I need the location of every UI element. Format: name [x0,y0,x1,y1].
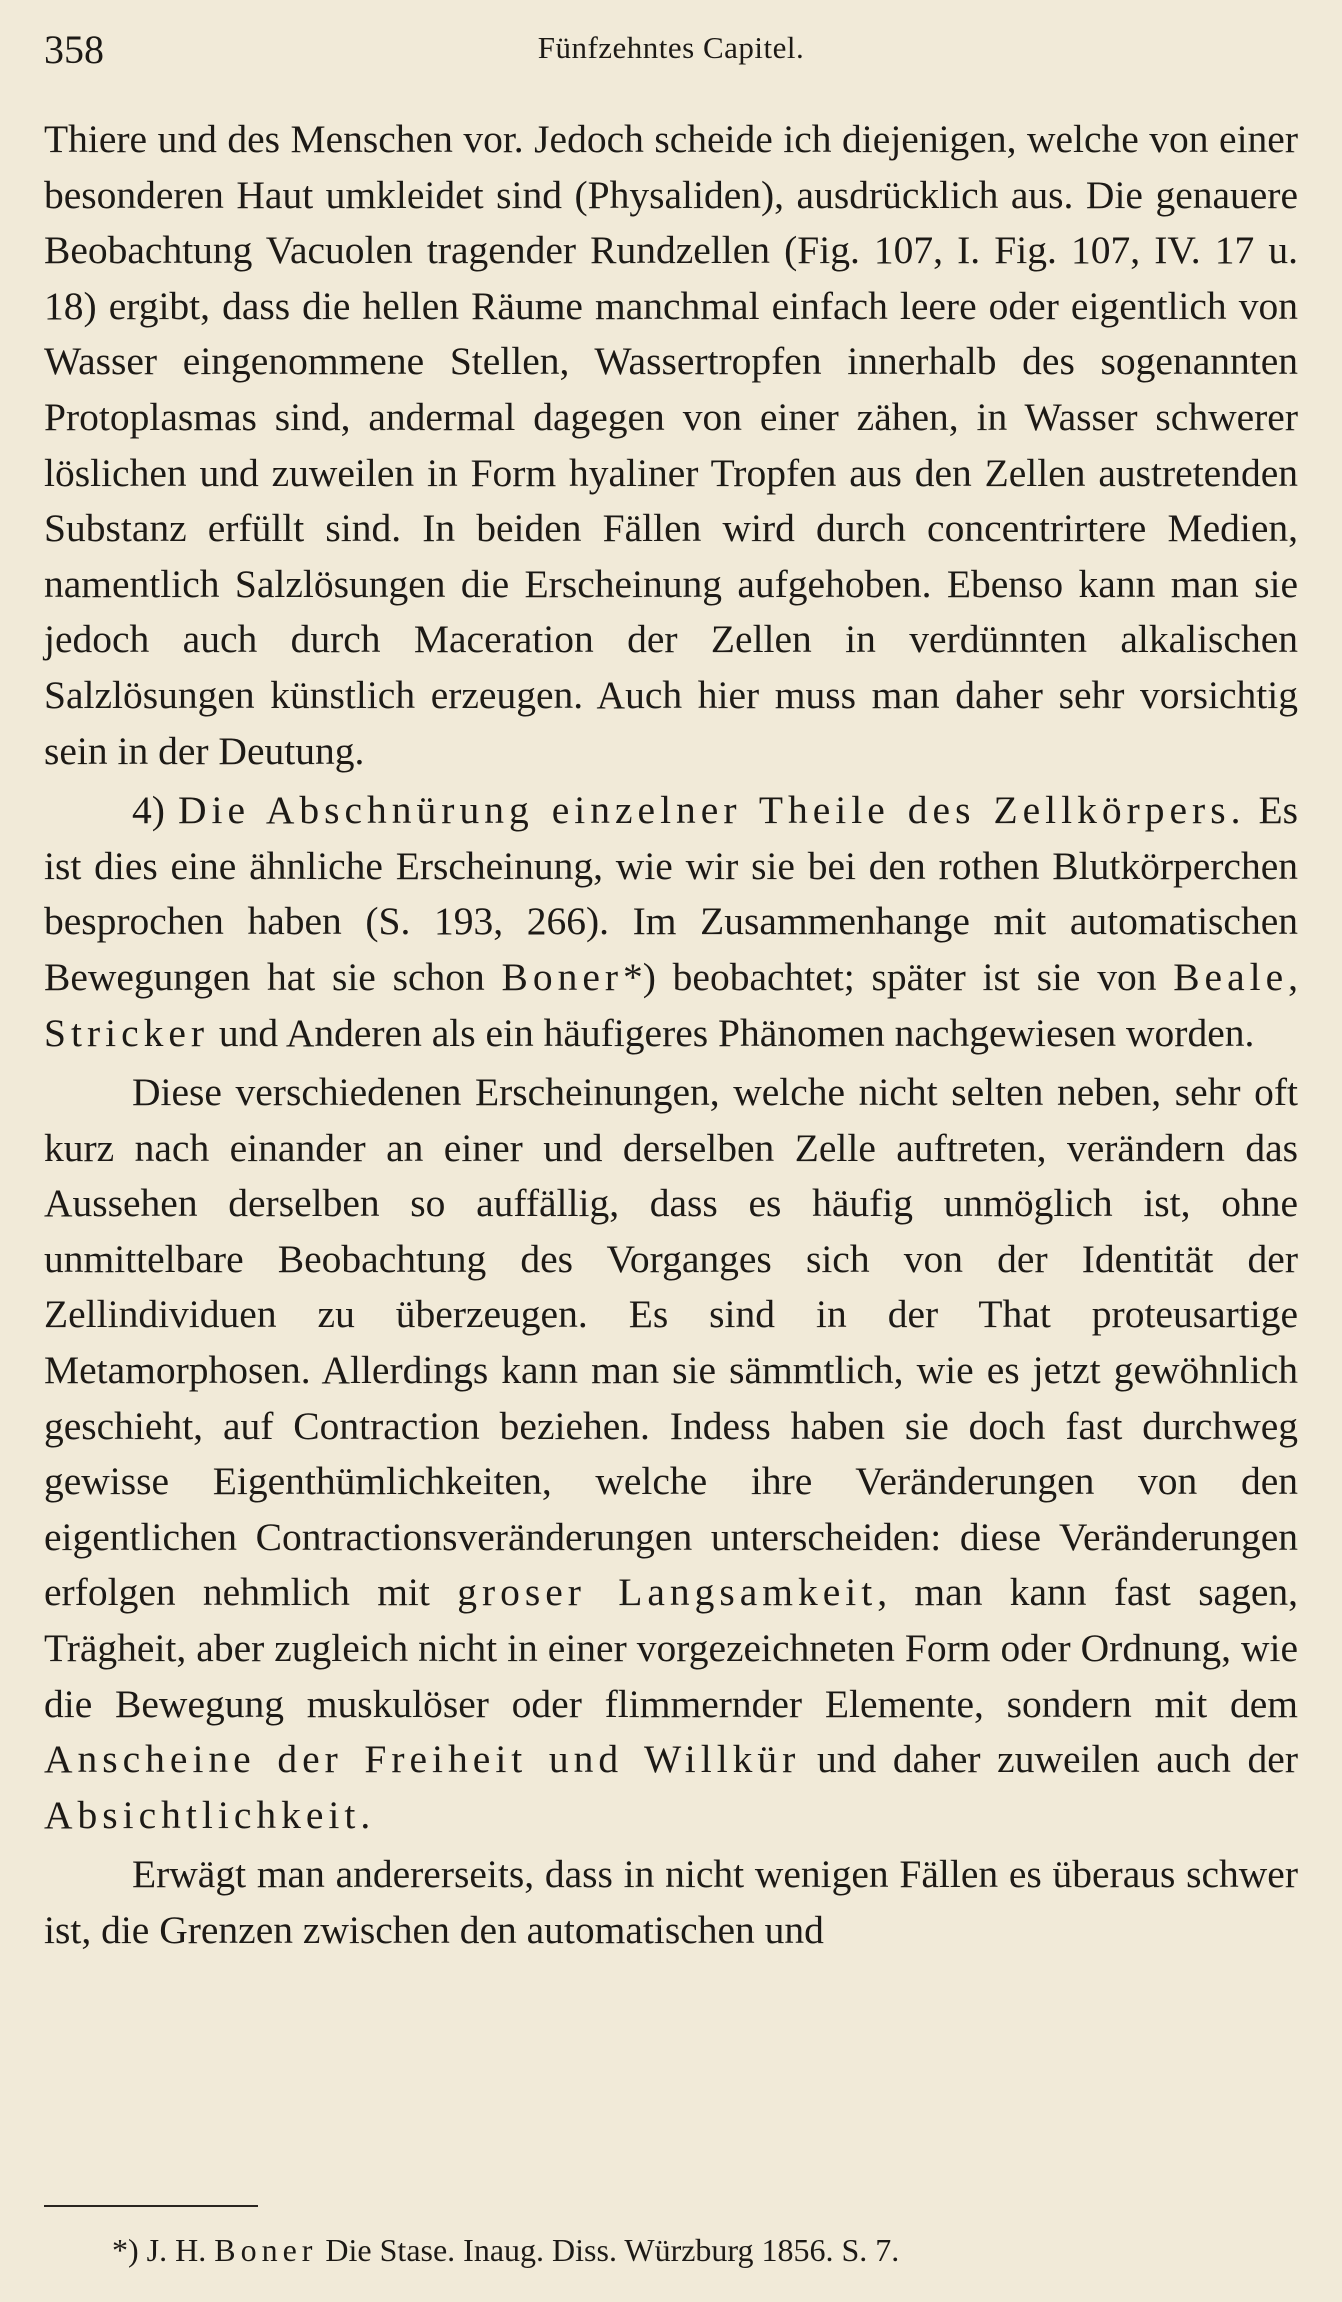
name-stricker: Stricker [44,1010,210,1055]
paragraph-2-number: 4) [132,788,178,833]
emphasis-langsamkeit: groser Langsamkeit [457,1570,878,1615]
emphasis-absichtlichkeit: Absichtlichkeit [44,1792,361,1837]
paragraph-2-heading: Die Abschnürung einzelner Theile des Zellkörpers. [177,788,1246,833]
footnote-marker: *) J. H. [112,2232,215,2268]
paragraph-3-text: . [360,1792,371,1837]
paragraph-2 [44,783,1298,1061]
page-number: 358 [44,27,104,72]
paragraph-4 [44,1847,1298,1958]
paragraph-3-text: und daher zuweilen auch der [800,1737,1298,1782]
paragraph-1 [44,112,1298,779]
name-beale: Beale [1173,954,1289,999]
name-boner: Boner [501,954,624,999]
paragraph-3 [44,1065,1298,1843]
page-header [44,26,1298,86]
paragraph-3-text: , man kann fast sagen, Trägheit, aber zugleich nicht in einer vorgezeichneten Form oder Ordnung, wie die Bewegung muskulöser oder flimmernder Elemente, sondern mit dem [44,1570,1298,1726]
footnote-divider [44,2205,258,2207]
paragraph-2-text: und Anderen als ein häufigeres Phänomen nachgewiesen worden. [209,1010,1255,1055]
emphasis-freiheit: Anscheine der Freiheit und Willkür [44,1737,801,1782]
footnote [112,2230,899,2270]
paragraph-4-text: Erwägt man andererseits, dass in nicht wenigen Fällen es überaus schwer ist, die Grenzen zwischen den automatischen und [44,1852,1298,1952]
paragraph-2-text: *) beobachtet; später ist sie von [623,954,1174,999]
running-head: Fünfzehntes Capitel. [537,30,805,65]
footnote-text: Die Stase. Inaug. Diss. Würzburg 1856. S. 7. [317,2232,900,2268]
paragraph-2-text: Es ist dies eine ähnliche Erscheinung, wie wir sie bei den rothen Blutkörperchen besprochen haben (S. 193, 266). Im Zusammenhange mit automatischen Bewegungen hat sie schon [44,788,1299,999]
footnote-author: Boner [214,2232,318,2268]
main-text [44,112,1298,1959]
paragraph-3-text: Diese verschiedenen Erscheinungen, welche nicht selten neben, sehr oft kurz nach einander an einer und derselben Zelle auftreten, verändern das Aussehen derselben so auffällig, dass es häufig unmöglich ist, ohne unmittelbare Beobachtung des Vorganges sich von der Identität der Zellindividuen zu überzeugen. Es sind in der That proteusartige Metamorphosen. Allerdings kann man sie sämmtlich, wie es jetzt gewöhnlich geschieht, auf Contraction beziehen. Indess haben sie doch fast durchweg gewisse Eigenthümlichkeiten, welche ihre Veränderungen von den eigentlichen Contractionsveränderungen unterscheiden: diese Veränderungen erfolgen nehmlich mit [44,1070,1298,1615]
paragraph-1-text: Thiere und des Menschen vor. Jedoch scheide ich diejenigen, welche von einer besonderen Haut umkleidet sind (Physaliden), ausdrücklich aus. Die genauere Beobachtung Vacuolen tragender Rundzellen (Fig. 107, I. Fig. 107, IV. 17 u. 18) ergibt, dass die hellen Räume manchmal einfach leere oder eigentlich von Wasser eingenommene Stellen, Wassertropfen innerhalb des sogenannten Protoplasmas sind, andermal dagegen von einer zähen, in Wasser schwerer löslichen und zuweilen in Form hyaliner Tropfen aus den Zellen austretenden Substanz erfüllt sind. In beiden Fällen wird durch concentrirtere Medien, namentlich Salzlösungen die Erscheinung aufgehoben. Ebenso kann man sie jedoch auch durch Maceration der Zellen in verdünnten alkalischen Salzlösungen künstlich erzeugen. Auch hier muss man daher sehr vorsichtig sein in der Deutung. [44,117,1298,773]
paragraph-2-text: , [1288,954,1298,999]
